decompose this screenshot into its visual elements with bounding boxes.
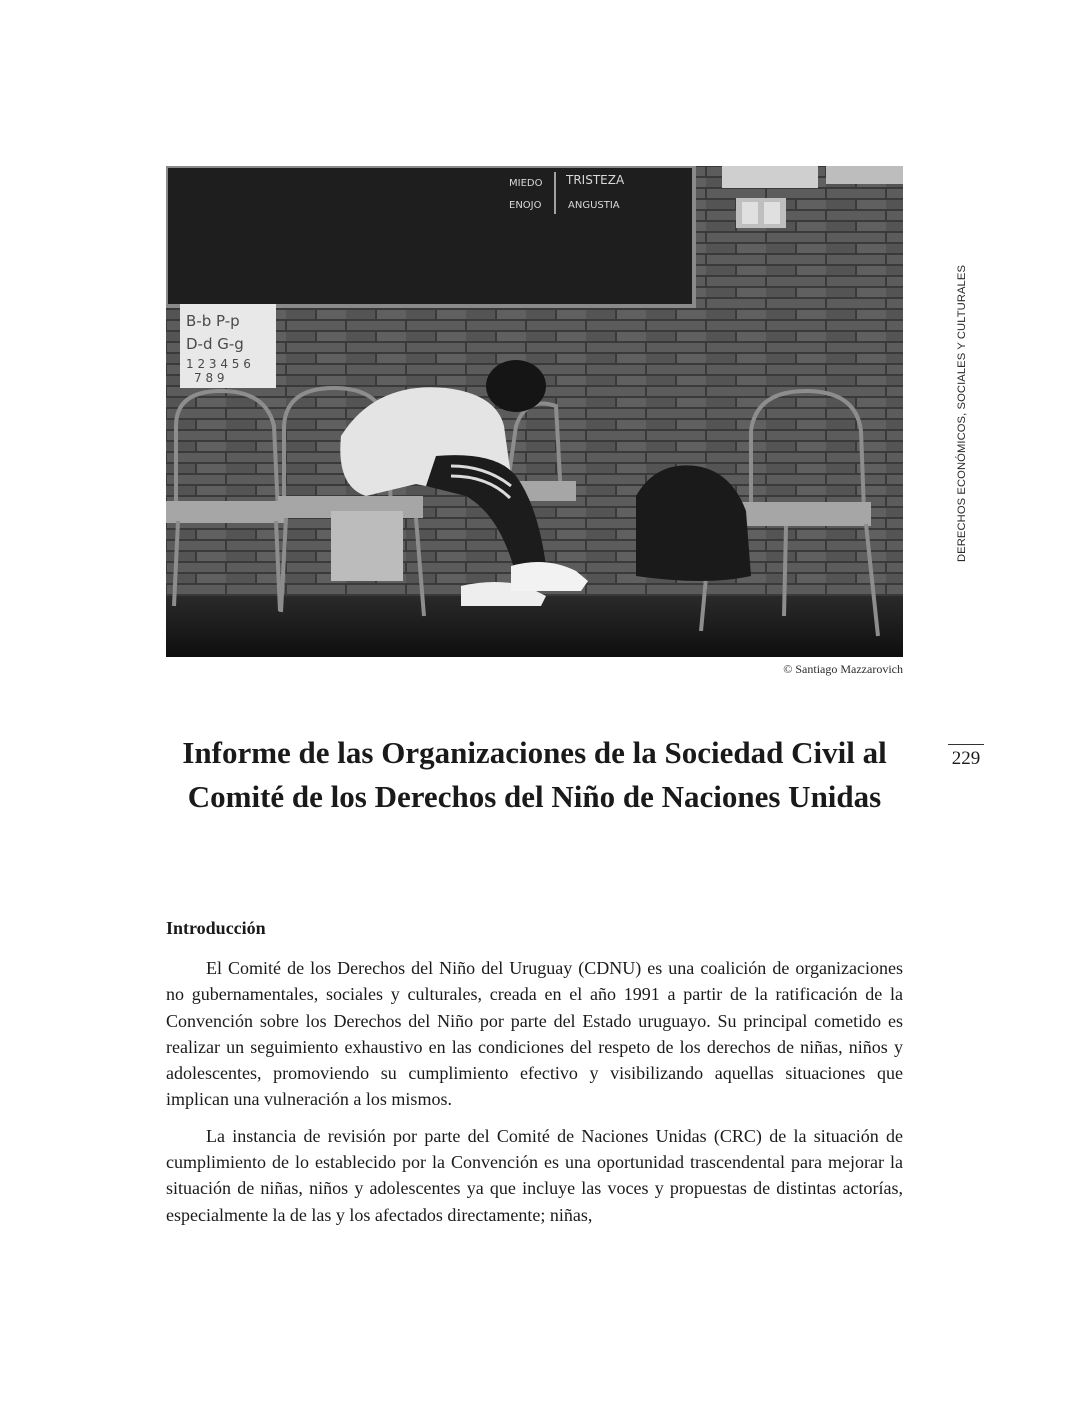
running-header	[954, 246, 974, 562]
classroom-photo	[166, 166, 903, 657]
photo-credit: © Santiago Mazzarovich	[783, 662, 903, 676]
svg-text:ANGUSTIA: ANGUSTIA	[568, 200, 620, 211]
svg-text:MIEDO: MIEDO	[509, 178, 543, 189]
classroom-photo-illustration	[166, 166, 903, 657]
svg-text:B-b P-p: B-b P-p	[186, 312, 240, 330]
svg-text:ENOJO: ENOJO	[509, 200, 542, 211]
svg-text:1 2 3 4 5 6: 1 2 3 4 5 6	[186, 357, 251, 371]
document-title: Informe de las Organizaciones de la Sociedad Civil al Comité de los Derechos del Niño de Naciones Unidas	[182, 735, 887, 814]
section-heading: Introducción	[166, 918, 266, 938]
page-number: 229	[948, 744, 984, 769]
body-text	[166, 955, 903, 1238]
svg-text:TRISTEZA: TRISTEZA	[566, 173, 625, 187]
svg-text:7 8 9: 7 8 9	[194, 371, 225, 385]
svg-text:D-d G-g: D-d G-g	[186, 335, 244, 353]
paragraph: La instancia de revisión por parte del Comité de Naciones Unidas (CRC) de la situación de cumplimiento de lo establecido por la Convención es una oportunidad trascendental para mejorar la situación de niñas, niños y adolescentes ya que incluye las voces y propuestas de distintas actorías, especialmente la de las y los afectados directamente; niñas,	[166, 1125, 903, 1225]
paragraph: El Comité de los Derechos del Niño del Uruguay (CDNU) es una coalición de organizaciones no gubernamentales, sociales y culturales, creada en el año 1991 a partir de la ratificación de la Convención sobre los Derechos del Niño por parte del Estado uruguayo. Su principal cometido es realizar un seguimiento exhaustivo en las condiciones del respeto de los derechos de niñas, niños y adolescentes, promoviendo su cumplimiento efectivo y visibilizando aquellas situaciones que implican una vulneración a los mismos.	[166, 958, 903, 1110]
running-header-text: DERECHOS ECONÓMICOS, SOCIALES Y CULTURALES	[956, 264, 968, 562]
